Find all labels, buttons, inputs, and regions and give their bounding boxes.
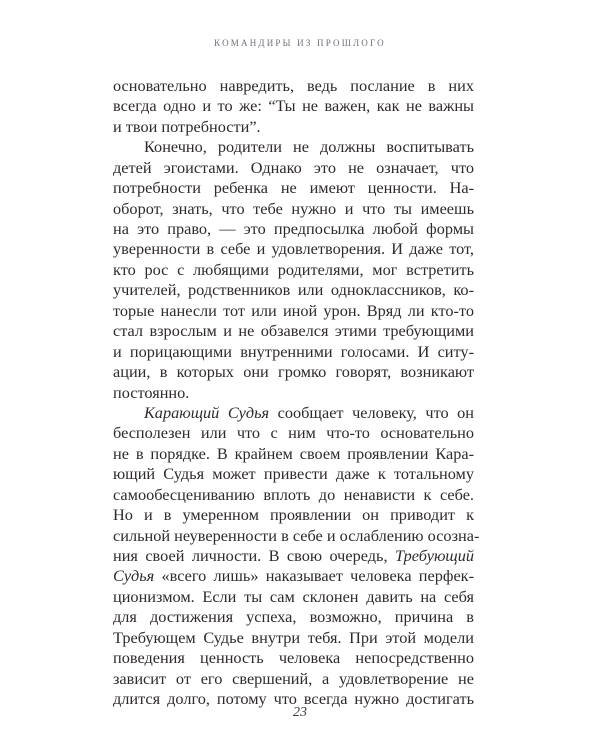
text-fragment: ния своей личности. В свою очередь, <box>113 546 395 566</box>
text-line: бесполезен или что с ним что-то основательно <box>113 423 474 443</box>
text-line <box>113 566 474 586</box>
text-line: поведения ценность человека непосредственно <box>113 648 474 668</box>
text-line: для достижения успеха, возможно, причина в <box>113 607 474 627</box>
page-number: 23 <box>293 705 307 720</box>
text-line: уверенности в себе и удовлетворения. И даже тот, <box>113 239 474 259</box>
text-line: оборот, знать, что тебе нужно и что ты имеешь <box>113 198 474 218</box>
text-line: самообесцениванию вплоть до ненависти к себе. <box>113 484 474 504</box>
text-line: на это право, — это предпосылка любой формы <box>113 219 474 239</box>
text-line: и твои потребности”. <box>113 116 261 136</box>
text-line: ации, в которых они громко говорят, возникают <box>113 362 474 382</box>
text-line <box>113 546 474 566</box>
text-line: длится долго, потому что всегда нужно достигать <box>113 689 474 709</box>
text-line: детей эгоистами. Однако это не означает, что <box>113 157 474 177</box>
text-line: ющий Судья может привести даже к тотальному <box>113 464 474 484</box>
text-line: основательно навредить, ведь послание в них <box>113 76 474 95</box>
text-line: сильной неуверенности в себе и ослаблению осозна- <box>113 525 480 545</box>
text-fragment: сообщает человеку, что он <box>269 402 474 422</box>
text-line: Конечно, родители не должны воспитывать <box>144 137 474 157</box>
text-line: не в порядке. В крайнем своем проявлении Кара- <box>113 443 474 463</box>
text-line: стал взрослым и не обзавелся этими требующими <box>113 321 474 341</box>
text-line: зависит от его свершений, а удовлетворение не <box>113 668 474 688</box>
text-line: кто рос с любящими родителями, мог встретить <box>113 259 474 279</box>
text-line: и порицающими внутренними голосами. И ситу- <box>113 341 474 361</box>
text-line: учителей, родственников или одноклассников, ко- <box>113 280 474 300</box>
italic-term: Карающий Судья <box>144 402 270 422</box>
text-line <box>113 403 474 423</box>
text-line: постоянно. <box>113 382 190 402</box>
text-line: потребности ребенка не имеют ценности. На- <box>113 178 474 198</box>
text-line: торые нанесли тот или иной урон. Вряд ли кто-то <box>113 300 474 320</box>
text-line: ционизмом. Если ты сам склонен давить на себя <box>113 586 474 606</box>
italic-term: Судья <box>113 566 155 586</box>
text-line: всегда одно и то же: “Ты не важен, как не важны <box>113 96 474 116</box>
italic-term: Требующий <box>394 546 474 566</box>
text-line: Но и в умеренном проявлении он приводит к <box>113 505 474 525</box>
text-fragment: «всего лишь» наказывает человека перфек- <box>154 566 474 586</box>
running-header: КОМАНДИРЫ ИЗ ПРОШЛОГО <box>214 38 386 48</box>
text-line: Требующем Судье внутри тебя. При этой модели <box>113 627 474 647</box>
